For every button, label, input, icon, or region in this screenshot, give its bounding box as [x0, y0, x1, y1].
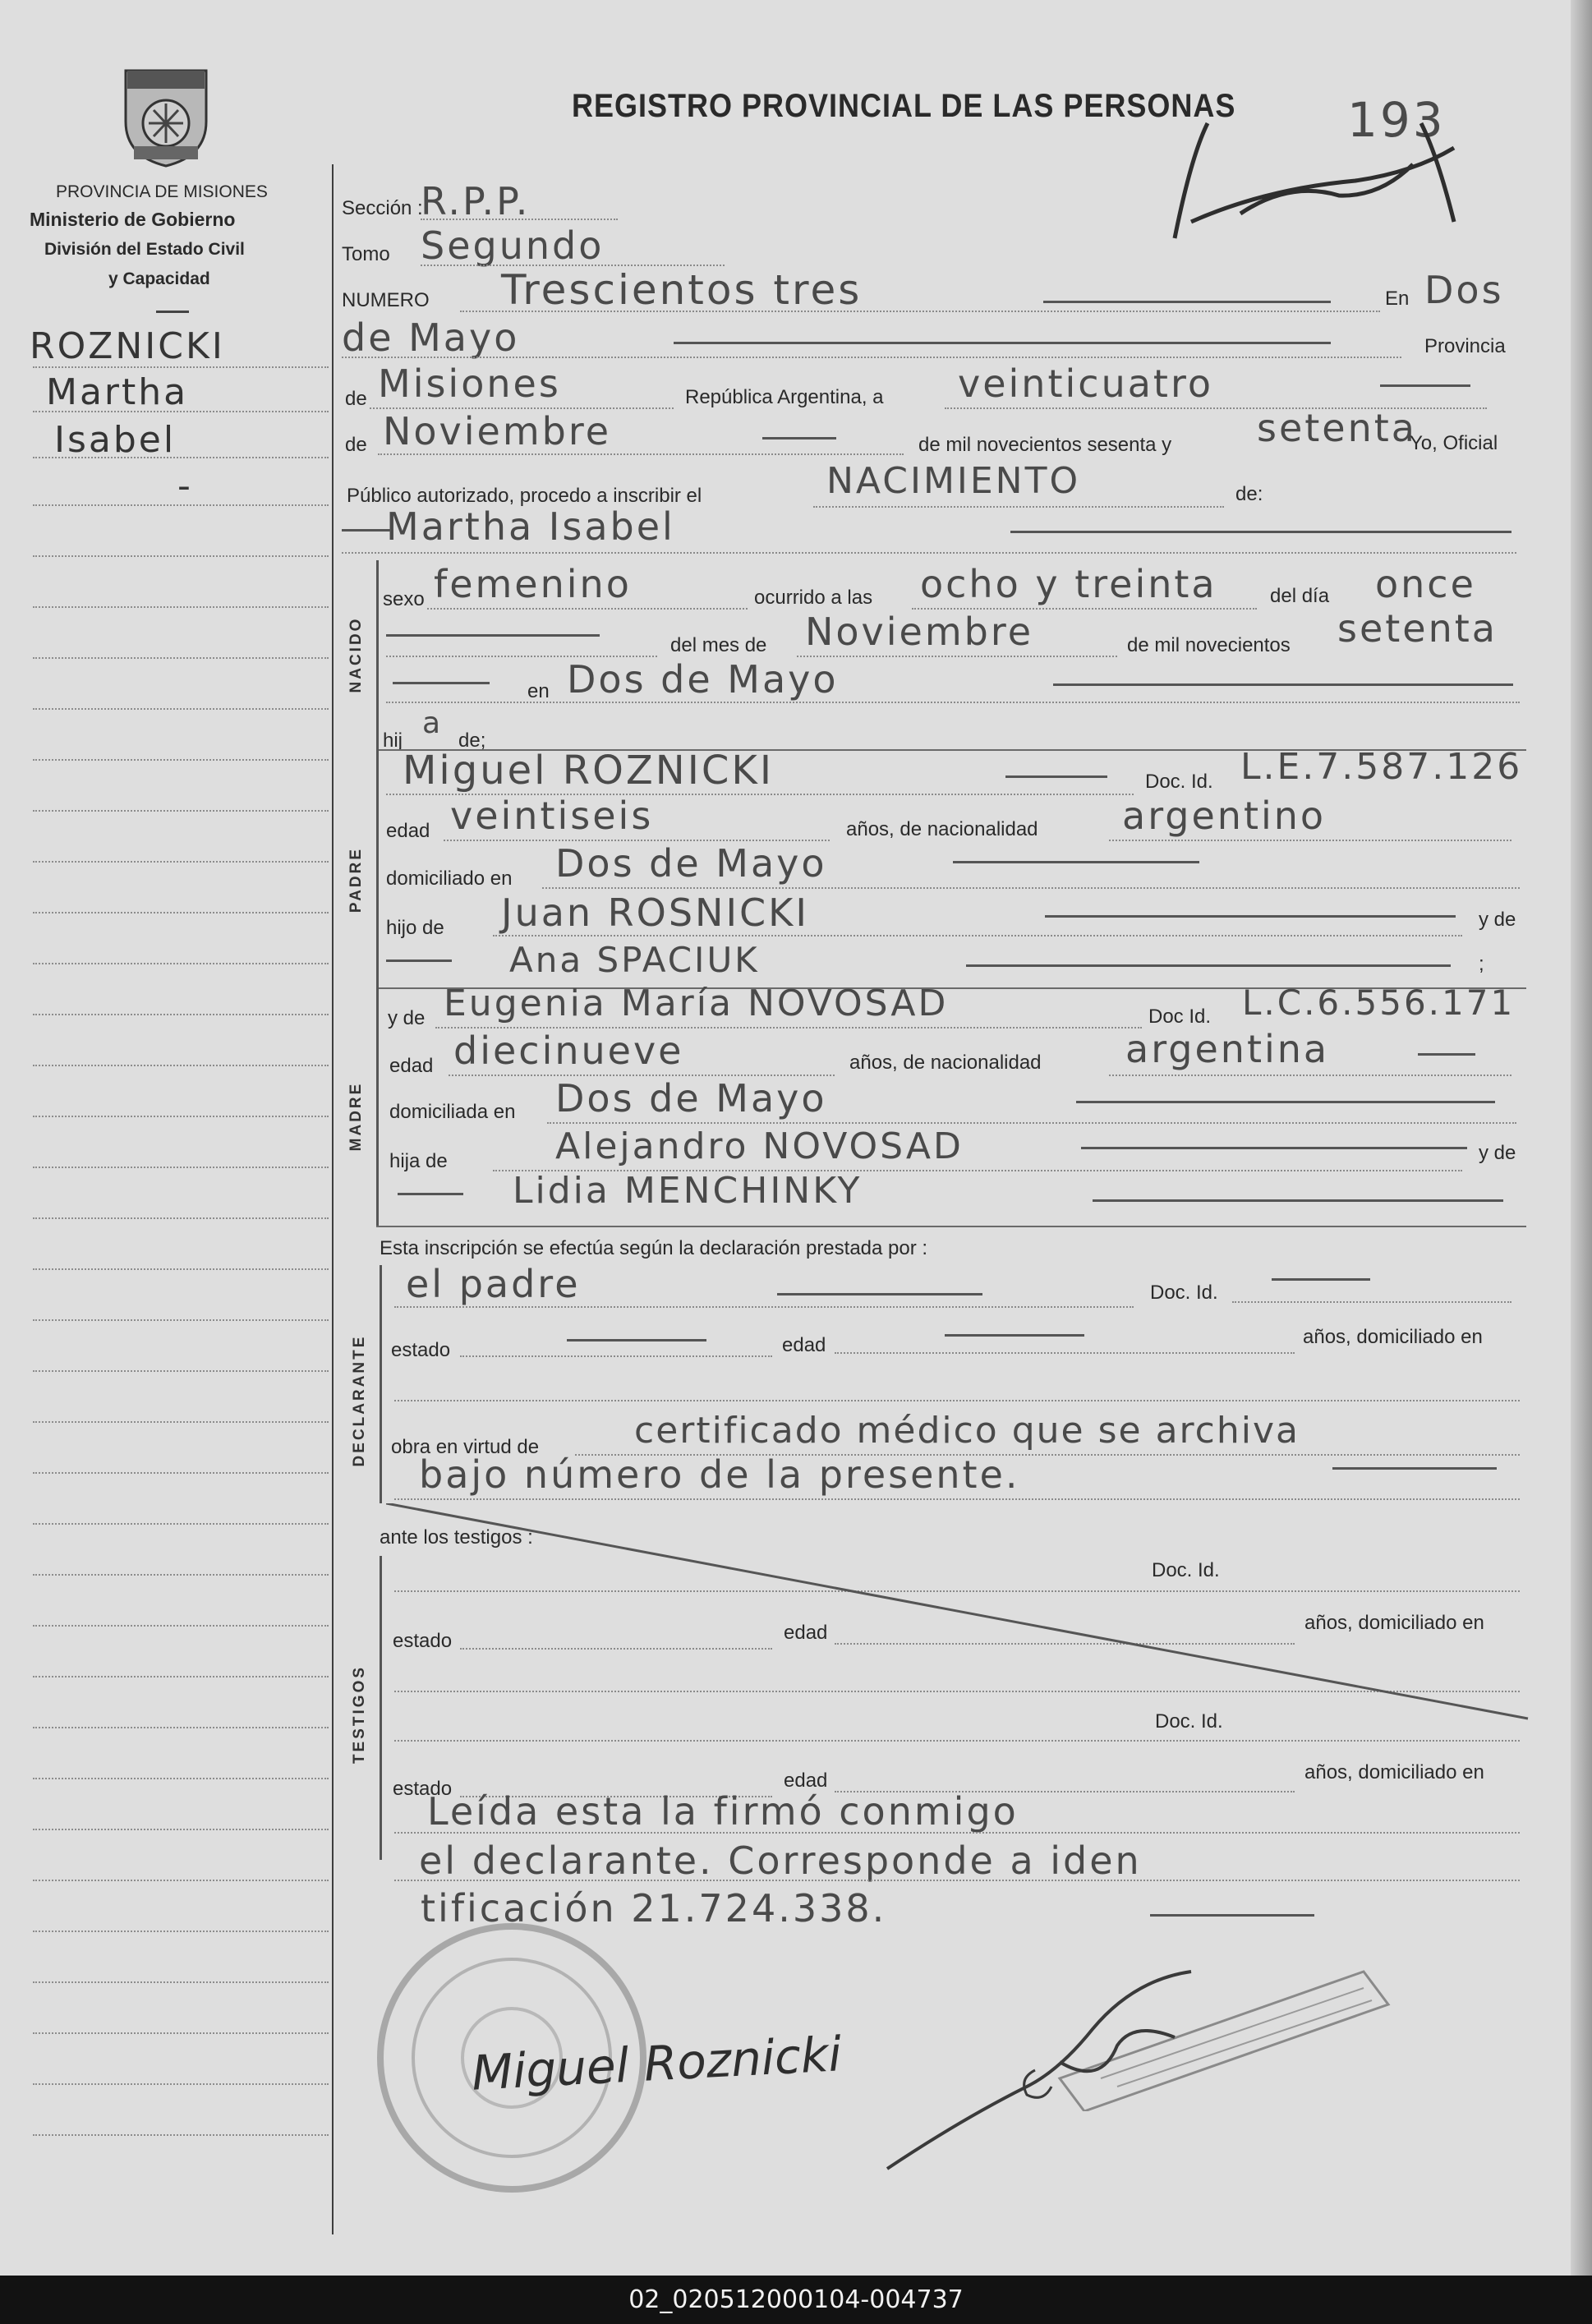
margin-line [33, 2032, 329, 2034]
margin-line [33, 657, 329, 659]
provincial-crest-icon [117, 64, 214, 169]
value-padre-nac: argentino [1122, 794, 1327, 838]
value-lugar-nac: Dos de Mayo [567, 657, 839, 702]
value-madre-edad: diecinueve [453, 1029, 684, 1073]
margin-line [33, 1880, 329, 1881]
margin-line [33, 1116, 329, 1117]
field-line [547, 1122, 1516, 1124]
value-numero: Trescientos tres [501, 266, 863, 314]
label-publico: Público autorizado, procedo a inscribir el [347, 485, 702, 507]
value-lugar: de Mayo [342, 315, 520, 360]
header-rule [156, 311, 189, 313]
field-line [378, 453, 904, 455]
label-semicolon: ; [1479, 953, 1484, 975]
margin-line [33, 1167, 329, 1168]
label-provincia: Provincia [1424, 335, 1506, 357]
field-line [421, 219, 618, 220]
value-abuela-p: Ana SPACIUK [509, 940, 760, 980]
value-padre-edad: veintiseis [450, 794, 654, 838]
margin-line [33, 2134, 329, 2136]
margin-line [33, 963, 329, 964]
fill-stroke [1081, 1147, 1467, 1149]
margin-dash: - [177, 465, 193, 507]
fill-stroke [342, 529, 391, 532]
label-hijo-de: hijo de [386, 917, 444, 939]
value-padre-doc: L.E.7.587.126 [1240, 746, 1523, 788]
org-line-1: PROVINCIA DE MISIONES [56, 182, 268, 201]
value-nota-3: tificación 21.724.338. [421, 1886, 887, 1931]
field-line [1109, 840, 1511, 841]
label-testigo2-doc: Doc. Id. [1155, 1710, 1223, 1733]
label-madre-nac: años, de nacionalidad [849, 1052, 1042, 1074]
label-mil-nov: de mil novecientos [1127, 634, 1291, 656]
margin-line [33, 606, 329, 608]
fill-stroke [567, 1339, 706, 1341]
value-abuela-m: Lidia MENCHINKY [513, 1170, 863, 1212]
value-padre-dom: Dos de Mayo [555, 841, 827, 886]
label-rep-arg: República Argentina, a [685, 386, 884, 408]
value-tomo: Segundo [421, 223, 605, 268]
fill-stroke [1005, 775, 1107, 778]
value-sexo: femenino [434, 562, 632, 606]
fill-stroke [945, 1334, 1084, 1337]
label-testigo2-estado: estado [393, 1778, 453, 1800]
section-rule-declarante [380, 1265, 382, 1503]
margin-line [33, 1676, 329, 1677]
margin-line [33, 1778, 329, 1779]
value-dia: veinticuatro [958, 361, 1213, 406]
fill-stroke [1332, 1467, 1497, 1470]
label-de-2: de [345, 434, 367, 456]
margin-line [33, 1319, 329, 1321]
margin-line [33, 912, 329, 913]
label-madre-doc: Doc Id. [1148, 1006, 1212, 1028]
margin-line [33, 1370, 329, 1372]
field-line [460, 1355, 772, 1357]
label-del-dia: del día [1270, 585, 1330, 607]
value-anio: setenta [1257, 406, 1417, 450]
section-rule-nacido [376, 560, 379, 749]
section-label-padre: PADRE [347, 846, 365, 913]
fill-stroke [966, 964, 1451, 967]
label-declarante-dom: años, domiciliado en [1303, 1326, 1483, 1348]
label-de-colon: de: [1235, 483, 1263, 505]
fill-stroke [1150, 1914, 1314, 1917]
label-mil-nov-sesenta: de mil novecientos sesenta y [918, 434, 1172, 456]
fill-stroke [386, 960, 452, 962]
section-divider [376, 1226, 1526, 1227]
value-nota-1: Leída esta la firmó conmigo [427, 1789, 1019, 1834]
registrar-signature-top [1142, 90, 1487, 255]
label-esta-inscripcion: Esta inscripción se efectúa según la declaración prestada por : [380, 1237, 928, 1259]
scan-footer [0, 2276, 1592, 2324]
field-line [386, 702, 1520, 703]
fill-stroke [386, 634, 600, 637]
value-provincia: Misiones [378, 361, 561, 406]
margin-surname: ROZNICKI [30, 325, 225, 367]
label-madre-edad: edad [389, 1055, 434, 1077]
margin-line [33, 1014, 329, 1015]
margin-line [33, 1421, 329, 1423]
label-testigo1-doc: Doc. Id. [1152, 1559, 1220, 1581]
margin-line [33, 366, 329, 368]
field-line [835, 1352, 1295, 1354]
section-rule-madre [376, 987, 379, 1226]
fill-stroke [674, 342, 1331, 344]
value-en: Dos [1424, 268, 1504, 312]
label-ante-testigos: ante los testigos : [380, 1526, 533, 1549]
label-y-de-m: y de [1479, 1142, 1516, 1164]
label-tomo: Tomo [342, 243, 390, 265]
fill-stroke [777, 1293, 982, 1295]
margin-line [33, 708, 329, 710]
label-y-de-p: y de [1479, 909, 1516, 931]
label-yo-oficial: Yo, Oficial [1410, 432, 1498, 454]
org-line-2: Ministerio de Gobierno [30, 209, 236, 230]
value-madre-doc: L.C.6.556.171 [1242, 983, 1516, 1023]
field-line [542, 887, 1520, 889]
fill-stroke [1010, 531, 1511, 533]
value-nota-2: el declarante. Corresponde a iden [419, 1838, 1142, 1883]
margin-line [33, 861, 329, 863]
margin-line [33, 457, 329, 458]
label-testigo1-edad: edad [784, 1622, 828, 1644]
label-hija-de: hija de [389, 1150, 448, 1172]
fill-stroke [762, 437, 836, 439]
margin-line [33, 1065, 329, 1066]
margin-name-1: Martha [46, 371, 189, 413]
field-line [1232, 1301, 1511, 1303]
label-en: En [1385, 288, 1410, 310]
value-obra-2: bajo número de la presente. [419, 1452, 1020, 1497]
value-hora: ocho y treinta [920, 562, 1217, 606]
fill-stroke [1272, 1278, 1370, 1281]
section-rule-padre [376, 749, 379, 987]
field-line [1109, 1075, 1511, 1076]
value-padre-nombre: Miguel ROZNICKI [403, 748, 774, 794]
value-nombre: Martha Isabel [386, 504, 675, 549]
field-line [427, 608, 748, 610]
label-madre-dom: domiciliada en [389, 1101, 516, 1123]
section-label-declarante: DECLARANTE [351, 1334, 368, 1467]
margin-line [33, 759, 329, 761]
fill-stroke [1043, 301, 1331, 303]
value-madre-dom: Dos de Mayo [555, 1076, 827, 1121]
label-declarante-doc: Doc. Id. [1150, 1282, 1218, 1304]
field-line [493, 935, 1462, 937]
section-label-testigos: TESTIGOS [351, 1664, 368, 1765]
field-line [797, 656, 1117, 657]
margin-line [33, 1931, 329, 1932]
form-title: REGISTRO PROVINCIAL DE LAS PERSONAS [572, 86, 1236, 124]
fill-stroke [1093, 1199, 1503, 1202]
scan-id: 02_020512000104-004737 [628, 2285, 964, 2314]
margin-line [33, 555, 329, 557]
field-line [394, 1832, 1520, 1834]
margin-line [33, 2083, 329, 2085]
value-abuelo-p: Juan ROSNICKI [501, 890, 809, 935]
section-label-madre: MADRE [347, 1081, 365, 1152]
margin-line [33, 1217, 329, 1219]
label-del-mes-de: del mes de [670, 634, 767, 656]
field-line [394, 1498, 1520, 1500]
label-padre-dom: domiciliado en [386, 867, 513, 890]
value-dia-nac: once [1375, 562, 1476, 606]
margin-line [33, 1625, 329, 1627]
org-line-3: División del Estado Civil [44, 240, 245, 259]
margin-line [33, 1523, 329, 1525]
label-sexo: sexo [383, 588, 425, 610]
margin-line [33, 810, 329, 812]
label-y-de-madre: y de [388, 1007, 426, 1029]
folio-number: 193 [1347, 92, 1446, 148]
label-testigo1-estado: estado [393, 1630, 453, 1652]
value-madre-nombre: Eugenia María NOVOSAD [444, 983, 949, 1024]
fill-stroke [393, 682, 490, 684]
label-en-nac: en [527, 680, 550, 702]
label-obra: obra en virtud de [391, 1436, 540, 1458]
label-padre-nac: años, de nacionalidad [846, 818, 1038, 840]
field-line [342, 357, 1401, 358]
field-line [813, 506, 1224, 508]
margin-line [33, 1472, 329, 1474]
label-declarante-edad: edad [782, 1334, 826, 1356]
label-padre-doc: Doc. Id. [1145, 771, 1213, 793]
value-anio-nac: setenta [1337, 606, 1498, 651]
label-ocurrido: ocurrido a las [754, 587, 873, 609]
org-line-4: y Capacidad [108, 269, 210, 288]
value-mes-nac: Noviembre [805, 610, 1034, 654]
margin-name-2: Isabel [54, 419, 177, 461]
label-padre-edad: edad [386, 820, 430, 842]
section-rule-testigos [380, 1556, 382, 1860]
field-line [394, 1400, 1520, 1401]
value-seccion: R.P.P. [421, 179, 531, 223]
cancel-strike-line [386, 1503, 1536, 1733]
field-line [394, 1880, 1520, 1881]
field-line [460, 311, 1380, 312]
value-obra-1: certificado médico que se archiva [634, 1410, 1300, 1452]
main-column-rule [332, 164, 334, 2234]
label-hij: hij [383, 729, 403, 752]
signature-declarante: Miguel Roznicki [470, 2026, 844, 2101]
value-acto: NACIMIENTO [826, 460, 1081, 502]
fill-stroke [1380, 384, 1470, 387]
fill-stroke [1076, 1101, 1495, 1103]
label-seccion: Sección : [342, 197, 423, 219]
value-abuelo-m: Alejandro NOVOSAD [555, 1125, 964, 1167]
margin-line [33, 504, 329, 506]
label-de: de [345, 388, 367, 410]
field-line [394, 1306, 1134, 1308]
fill-stroke [1053, 683, 1513, 686]
label-testigo1-dom: años, domiciliado en [1304, 1612, 1484, 1634]
value-hij-a: a [422, 706, 444, 740]
fill-stroke [398, 1193, 463, 1195]
label-testigo2-dom: años, domiciliado en [1304, 1761, 1484, 1783]
section-label-nacido: NACIDO [347, 616, 365, 693]
margin-line [33, 1829, 329, 1830]
fill-stroke [953, 861, 1199, 863]
fill-stroke [1045, 915, 1456, 918]
signature-oficial [863, 1947, 1290, 2193]
label-hij-de: de; [458, 729, 486, 752]
value-madre-nac: argentina [1125, 1027, 1330, 1071]
margin-line [33, 411, 329, 412]
label-testigo2-edad: edad [784, 1769, 828, 1792]
value-mes: Noviembre [383, 409, 612, 453]
margin-line [33, 1574, 329, 1576]
margin-line [33, 1727, 329, 1728]
margin-line [33, 1981, 329, 1983]
fill-stroke [1418, 1053, 1475, 1056]
value-declarante: el padre [406, 1262, 581, 1306]
label-numero: NUMERO [342, 289, 430, 311]
margin-line [33, 1268, 329, 1270]
field-line [394, 1740, 1520, 1742]
field-line [342, 552, 1516, 554]
label-declarante-estado: estado [391, 1339, 451, 1361]
